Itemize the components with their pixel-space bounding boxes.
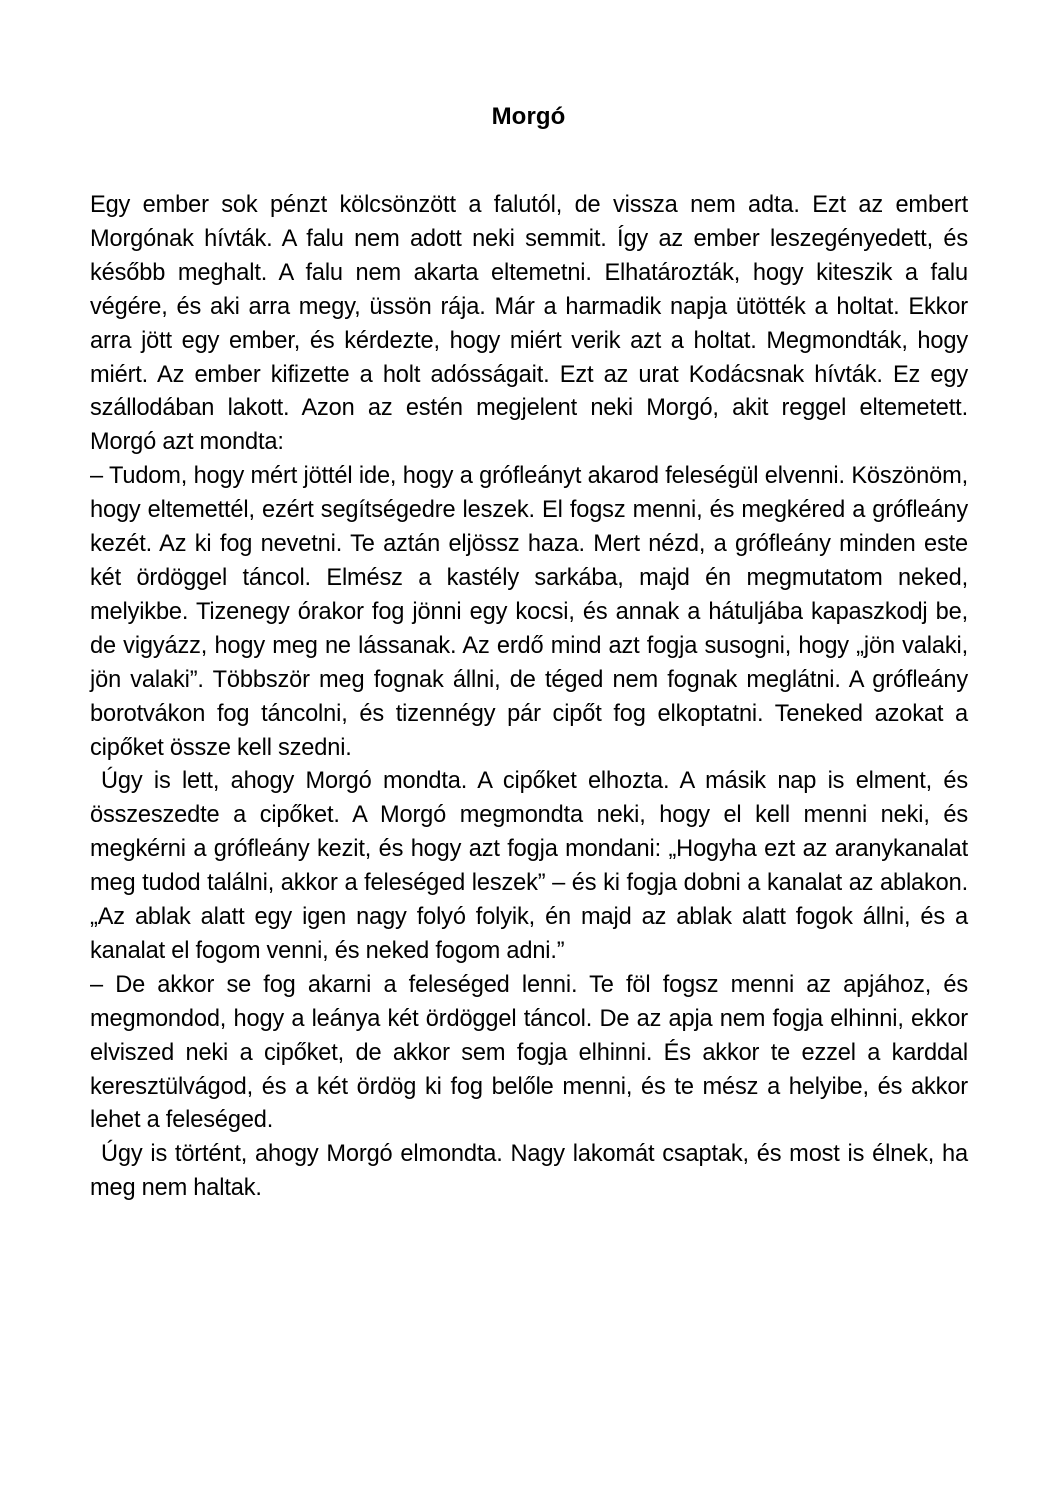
- paragraph: Úgy is lett, ahogy Morgó mondta. A cipőket elhozta. A másik nap is elment, és összeszedte a cipőket. A Morgó megmondta neki, hogy el kell menni neki, és megkérni a grófleány kezit, és hogy azt fogja mondani: „Hogyha ezt az aranykanalat meg tudod találni, akkor a feleséged leszek” – és ki fogja dobni a kanalat az ablakon. „Az ablak alatt egy igen nagy folyó folyik, én majd az ablak alatt fogok állni, és a kanalat el fogom venni, és neked fogom adni.”: [90, 768, 968, 964]
- paragraph: – De akkor se fog akarni a feleséged lenni. Te föl fogsz menni az apjához, és megmondod, hogy a leánya két ördöggel táncol. De az apja nem fogja elhinni, ekkor elviszed neki a cipőket, de akkor sem fogja elhinni. És akkor te ezzel a karddal keresztülvágod, és a két ördög ki fog belőle menni, és te mész a helyibe, és akkor lehet a feleséged.: [90, 971, 968, 1134]
- paragraph: Egy ember sok pénzt kölcsönzött a falutól, de vissza nem adta. Ezt az embert Morgónak hívták. A falu nem adott neki semmit. Így az ember leszegényedett, és később meghalt. A falu nem akarta eltemetni. Elhatározták, hogy kiteszik a falu végére, és aki arra megy, üssön rája. Már a harmadik napja ütötték a holtat. Ekkor arra jött egy ember, és kérdezte, hogy miért verik azt a holtat. Megmondták, hogy miért. Az ember kifizette a holt adósságait. Ezt az urat Kodácsnak hívták. Ez egy szállodában lakott. Azon az estén megjelent neki Morgó, akit reggel eltemetett. Morgó azt mondta:: [90, 192, 968, 456]
- document-body: [90, 189, 968, 1206]
- paragraph: – Tudom, hogy mért jöttél ide, hogy a grófleányt akarod feleségül elvenni. Köszönöm, hogy eltemettél, ezért segítségedre leszek. El fogsz menni, és megkéred a grófleány kezét. Az ki fog nevetni. Te aztán eljössz haza. Mert nézd, a grófleány minden este két ördöggel táncol. Elmész a kastély sarkába, majd én megmutatom neked, melyikbe. Tizenegy órakor fog jönni egy kocsi, és annak a hátuljába kapaszkodj be, de vigyázz, hogy meg ne lássanak. Az erdő mind azt fogja susogni, hogy „jön valaki, jön valaki”. Többször meg fognak állni, de téged nem fognak meglátni. A grófleány borotvákon fog táncolni, és tizennégy pár cipőt fog elkoptatni. Teneked azokat a cipőket össze kell szedni.: [90, 463, 968, 761]
- paragraph: Úgy is történt, ahogy Morgó elmondta. Nagy lakomát csaptak, és most is élnek, ha meg nem haltak.: [90, 1141, 968, 1202]
- page-title: Morgó: [491, 103, 566, 131]
